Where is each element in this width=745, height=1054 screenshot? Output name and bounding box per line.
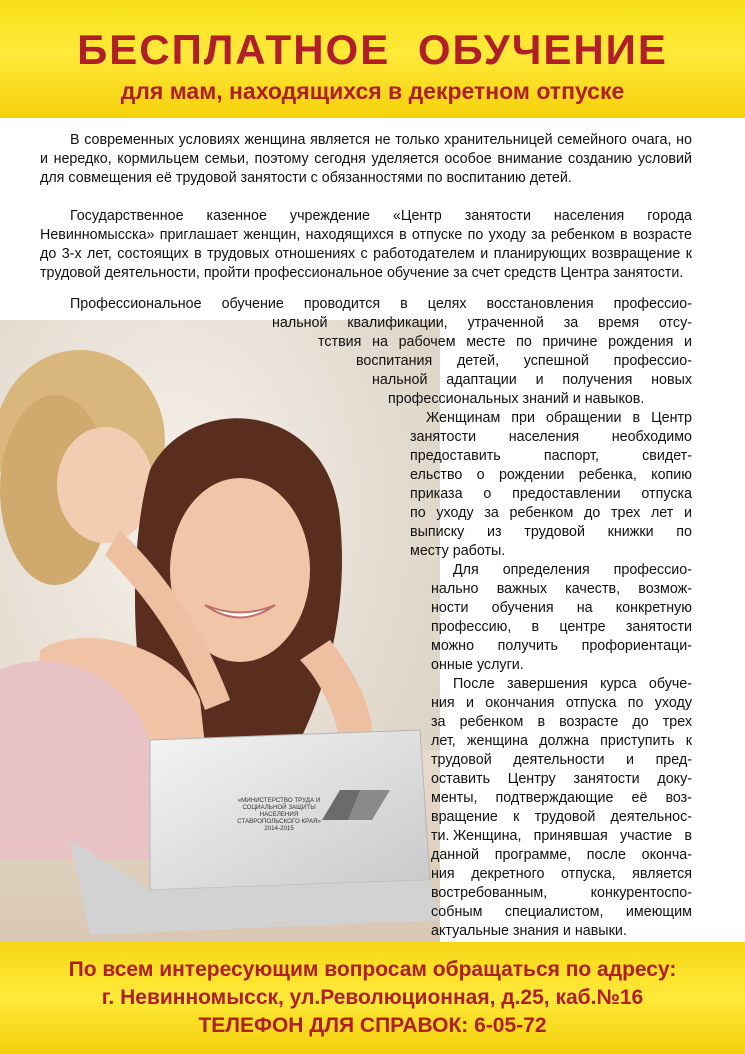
text-line: Для определения профессио-: [453, 562, 692, 578]
text-line: трудовой деятельности и пред-: [431, 752, 692, 768]
text-line: ния декретного отпуска, является: [431, 866, 692, 882]
paragraph-4: [410, 409, 692, 561]
text-line: за ребенком в возрасте до трех: [431, 714, 692, 730]
text-line: вращение к трудовой деятельнос-: [431, 809, 692, 825]
page-title: БЕСПЛАТНОЕ ОБУЧЕНИЕ: [77, 26, 668, 73]
paragraph-3-line: [70, 295, 692, 314]
photo-illustration: [0, 320, 440, 942]
text-line: профессию, в центре занятости: [431, 619, 692, 635]
contact-intro: По всем интересующим вопросам обращаться по адресу:: [68, 958, 677, 981]
ministry-label-line: «МИНИСТЕРСТВО ТРУДА И: [237, 797, 321, 804]
paragraph-3-line: [318, 333, 692, 352]
ministry-label-year: 2014-2015: [264, 825, 294, 832]
ministry-label-line: НАСЕЛЕНИЯ: [259, 811, 299, 818]
mother-child-laptop-photo: [0, 320, 440, 942]
text-line: нальной адаптации и получения новых: [372, 372, 692, 388]
text-line: ельство о рождении ребенка, копию: [410, 467, 692, 483]
text-line: Женщина, принявшая участие в: [453, 828, 692, 844]
ministry-label-line: СТАВРОПОЛЬСКОГО КРАЯ»: [237, 818, 321, 825]
text-line: воспитания детей, успешной профессио-: [356, 353, 692, 369]
text-line: актуальные знания и навыки.: [431, 923, 627, 939]
text-line: месту работы.: [410, 543, 506, 559]
text-line: оставить Центру занятости доку-: [431, 771, 692, 787]
text-line: ности обучения на конкретную: [431, 600, 692, 616]
text-line: собным специалистом, имеющим: [431, 904, 692, 920]
page-subtitle: для мам, находящихся в декретном отпуске: [120, 78, 625, 104]
text-line: можно получить профориентаци-: [431, 638, 692, 654]
text-line: предоставить паспорт, свидет-: [410, 448, 692, 464]
contact-address: г. Невинномысск, ул.Революционная, д.25, каб.№16: [101, 986, 644, 1009]
paragraph-3-line: [356, 352, 692, 371]
text-line: нальной квалификации, утраченной за время отсу-: [272, 315, 692, 331]
paragraph-7: [431, 827, 692, 941]
text-line: востребованным, конкурентоспо-: [431, 885, 692, 901]
paragraph-3-line: [388, 390, 645, 409]
paragraph-2: Государственное казенное учреждение «Центр занятости населения города Невинномысска» приглашает женщин, находящихся в отпуске по уходу за ребенком в возрасте до 3-х лет, состоящих в трудовых отношениях с работодателем и планирующих возвращение к трудовой деятельности, пройти профессиональное обучение за счет средств Центра занятости.: [40, 208, 692, 281]
footer-banner: [0, 942, 745, 1054]
paragraph-1: В современных условиях женщина является не только хранительницей семейного очага, но и нередко, кормильцем семьи, поэтому сегодня уделяется особое внимание созданию условий для совмещения её трудовой занятости с обязанностями по воспитанию детей.: [40, 132, 692, 186]
text-line: нально важных качеств, возмож-: [431, 581, 692, 597]
paragraph-5: [431, 561, 692, 675]
text-line: профессиональных знаний и навыков.: [388, 391, 645, 407]
text-line: Женщинам при обращении в Центр: [426, 410, 692, 426]
text-line: ния и окончания отпуска по уходу: [431, 695, 692, 711]
text-line: лет, женщина должна приступить к: [431, 733, 692, 749]
text-line: по уходу за ребенком до трех лет и: [410, 505, 692, 521]
ministry-label: [218, 797, 340, 832]
text-line: тствия на рабочем месте по причине рождения и: [318, 334, 692, 350]
paragraph-3-line: [372, 371, 692, 390]
text-line: данной программе, после оконча-: [431, 847, 692, 863]
text-line: занятости населения необходимо: [410, 429, 692, 445]
paragraph-3-line: [272, 314, 692, 333]
contact-phone: ТЕЛЕФОН ДЛЯ СПРАВОК: 6-05-72: [198, 1014, 547, 1037]
text-line: менты, подтверждающие её воз-: [431, 790, 692, 806]
text-line: После завершения курса обуче-: [453, 676, 692, 692]
text-line: ти.: [431, 828, 450, 844]
text-line: приказа о предоставлении отпуска: [410, 486, 692, 502]
paragraph-6: [431, 675, 692, 846]
text-line: онные услуги.: [431, 657, 524, 673]
header-banner: [0, 0, 745, 118]
text-line: выписку из трудовой книжки по: [410, 524, 692, 540]
ministry-label-line: СОЦИАЛЬНОЙ ЗАЩИТЫ: [242, 804, 316, 811]
text-line: Профессиональное обучение проводится в целях восстановления профессио-: [70, 296, 692, 312]
